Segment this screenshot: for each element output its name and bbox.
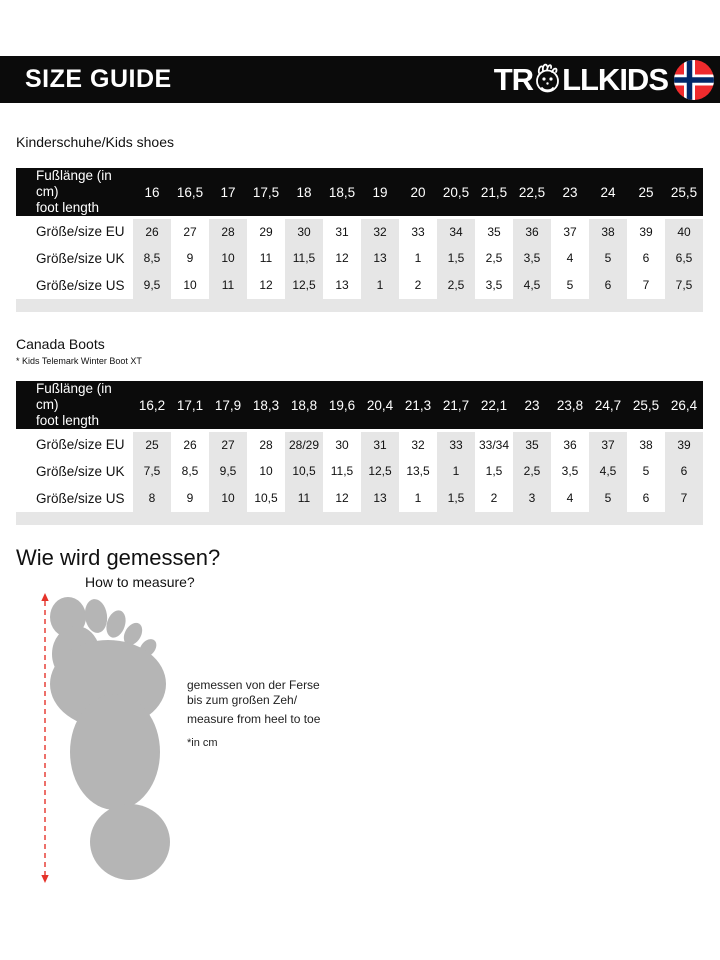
size-cell: 7,5	[665, 272, 703, 299]
canada-boots-table	[16, 381, 703, 525]
size-cell: 36	[513, 218, 551, 245]
size-cell: 39	[665, 431, 703, 458]
column-header: 16,2	[133, 381, 171, 431]
size-cell: 1	[399, 485, 437, 512]
size-cell: 39	[627, 218, 665, 245]
size-cell: 10	[171, 272, 209, 299]
brand-text-pre: TR	[493, 62, 534, 97]
table-row	[16, 272, 703, 299]
size-cell: 30	[285, 218, 323, 245]
measure-note-de-line2: bis zum großen Zeh/	[187, 693, 298, 707]
size-cell: 31	[361, 431, 399, 458]
row-label: Größe/size EU	[16, 431, 133, 458]
size-cell: 12,5	[361, 458, 399, 485]
column-header: 23	[551, 168, 589, 218]
section-title-kids-shoes: Kinderschuhe/Kids shoes	[16, 134, 174, 150]
size-cell: 10,5	[247, 485, 285, 512]
column-header: 20,4	[361, 381, 399, 431]
size-cell: 10,5	[285, 458, 323, 485]
column-header: 22,5	[513, 168, 551, 218]
size-cell: 13	[361, 485, 399, 512]
size-cell: 1	[399, 245, 437, 272]
foot-sole-shape	[50, 597, 170, 880]
measure-note-en: measure from heel to toe	[187, 712, 321, 726]
size-cell: 25	[133, 431, 171, 458]
column-header: 25	[627, 168, 665, 218]
size-cell: 36	[551, 431, 589, 458]
size-cell: 11,5	[323, 458, 361, 485]
measure-note-de-line1: gemessen von der Ferse	[187, 678, 320, 692]
brand-wordmark	[494, 63, 668, 97]
size-cell: 9,5	[209, 458, 247, 485]
column-header: 19,6	[323, 381, 361, 431]
size-cell: 4,5	[589, 458, 627, 485]
size-cell: 7,5	[133, 458, 171, 485]
size-cell: 3	[513, 485, 551, 512]
size-cell: 30	[323, 431, 361, 458]
header-bar	[0, 56, 720, 103]
footprint-illustration	[30, 592, 200, 884]
measure-subheading: How to measure?	[85, 574, 195, 590]
page-title: SIZE GUIDE	[25, 65, 172, 93]
size-cell: 38	[589, 218, 627, 245]
size-cell: 2	[399, 272, 437, 299]
column-header: 18,3	[247, 381, 285, 431]
column-header: 19	[361, 168, 399, 218]
size-cell: 6	[627, 245, 665, 272]
size-cell: 35	[475, 218, 513, 245]
size-cell: 33	[437, 431, 475, 458]
size-cell: 10	[209, 485, 247, 512]
size-cell: 3,5	[475, 272, 513, 299]
size-cell: 8	[133, 485, 171, 512]
size-cell: 13,5	[399, 458, 437, 485]
measure-heading: Wie wird gemessen?	[16, 545, 221, 570]
norway-flag-icon	[673, 59, 715, 101]
size-cell: 28	[247, 431, 285, 458]
measure-note-unit: *in cm	[187, 737, 218, 749]
size-cell: 6,5	[665, 245, 703, 272]
size-cell: 2,5	[437, 272, 475, 299]
size-cell: 11	[247, 245, 285, 272]
row-label: Größe/size UK	[16, 245, 133, 272]
size-cell: 26	[171, 431, 209, 458]
size-cell: 27	[209, 431, 247, 458]
column-header: 23	[513, 381, 551, 431]
size-cell: 26	[133, 218, 171, 245]
size-cell: 10	[247, 458, 285, 485]
size-cell: 12,5	[285, 272, 323, 299]
size-cell: 4,5	[513, 272, 551, 299]
size-cell: 4	[551, 245, 589, 272]
size-cell: 7	[627, 272, 665, 299]
column-header: 24	[589, 168, 627, 218]
table-header-label: Fußlänge (in cm) foot length	[16, 381, 133, 431]
size-cell: 11	[285, 485, 323, 512]
section-title-canada-boots: Canada Boots	[16, 336, 105, 352]
column-header: 21,5	[475, 168, 513, 218]
size-cell: 1,5	[437, 245, 475, 272]
size-cell: 27	[171, 218, 209, 245]
size-cell: 6	[627, 485, 665, 512]
size-cell: 1,5	[437, 485, 475, 512]
size-cell: 38	[627, 431, 665, 458]
column-header: 21,7	[437, 381, 475, 431]
size-cell: 2,5	[513, 458, 551, 485]
size-cell: 3,5	[513, 245, 551, 272]
size-cell: 9	[171, 245, 209, 272]
column-header: 23,8	[551, 381, 589, 431]
size-cell: 7	[665, 485, 703, 512]
size-cell: 34	[437, 218, 475, 245]
size-cell: 35	[513, 431, 551, 458]
size-cell: 11,5	[285, 245, 323, 272]
troll-icon	[534, 63, 561, 97]
column-header: 26,4	[665, 381, 703, 431]
column-header: 17,9	[209, 381, 247, 431]
row-label: Größe/size US	[16, 272, 133, 299]
size-cell: 5	[589, 245, 627, 272]
size-cell: 37	[589, 431, 627, 458]
size-cell: 29	[247, 218, 285, 245]
size-cell: 28/29	[285, 431, 323, 458]
table-row	[16, 458, 703, 485]
size-cell: 28	[209, 218, 247, 245]
column-header: 17,1	[171, 381, 209, 431]
column-header: 17	[209, 168, 247, 218]
size-cell: 1,5	[475, 458, 513, 485]
size-cell: 11	[209, 272, 247, 299]
size-cell: 9	[171, 485, 209, 512]
table-header-label: Fußlänge (in cm) foot length	[16, 168, 133, 218]
size-cell: 5	[551, 272, 589, 299]
column-header: 18,8	[285, 381, 323, 431]
column-header: 16,5	[171, 168, 209, 218]
column-header: 21,3	[399, 381, 437, 431]
size-cell: 8,5	[133, 245, 171, 272]
size-cell: 13	[361, 245, 399, 272]
size-cell: 13	[323, 272, 361, 299]
column-header: 18,5	[323, 168, 361, 218]
size-cell: 3,5	[551, 458, 589, 485]
size-cell: 5	[627, 458, 665, 485]
size-cell: 12	[247, 272, 285, 299]
column-header: 20,5	[437, 168, 475, 218]
size-cell: 8,5	[171, 458, 209, 485]
size-cell: 32	[361, 218, 399, 245]
size-cell: 1	[361, 272, 399, 299]
row-label: Größe/size US	[16, 485, 133, 512]
table-footer-strip	[16, 512, 703, 525]
kids-shoes-table	[16, 168, 703, 312]
table-row	[16, 485, 703, 512]
size-cell: 31	[323, 218, 361, 245]
size-cell: 9,5	[133, 272, 171, 299]
column-header: 18	[285, 168, 323, 218]
column-header: 22,1	[475, 381, 513, 431]
column-header: 20	[399, 168, 437, 218]
size-cell: 12	[323, 485, 361, 512]
size-cell: 6	[589, 272, 627, 299]
table-row	[16, 218, 703, 245]
measure-arrow-icon	[41, 593, 48, 883]
table-row	[16, 431, 703, 458]
table-row	[16, 245, 703, 272]
size-cell: 12	[323, 245, 361, 272]
column-header: 24,7	[589, 381, 627, 431]
size-cell: 2,5	[475, 245, 513, 272]
brand-logo	[494, 59, 720, 101]
size-cell: 37	[551, 218, 589, 245]
size-cell: 2	[475, 485, 513, 512]
row-label: Größe/size UK	[16, 458, 133, 485]
table-footer-strip	[16, 299, 703, 312]
size-cell: 1	[437, 458, 475, 485]
section-subtitle-canada-boots: * Kids Telemark Winter Boot XT	[16, 356, 142, 366]
row-label: Größe/size EU	[16, 218, 133, 245]
size-cell: 33/34	[475, 431, 513, 458]
size-cell: 33	[399, 218, 437, 245]
size-cell: 40	[665, 218, 703, 245]
size-cell: 6	[665, 458, 703, 485]
column-header: 25,5	[627, 381, 665, 431]
column-header: 17,5	[247, 168, 285, 218]
size-cell: 32	[399, 431, 437, 458]
size-cell: 4	[551, 485, 589, 512]
column-header: 16	[133, 168, 171, 218]
size-cell: 5	[589, 485, 627, 512]
brand-text-post: LLKIDS	[562, 62, 668, 97]
column-header: 25,5	[665, 168, 703, 218]
size-cell: 10	[209, 245, 247, 272]
